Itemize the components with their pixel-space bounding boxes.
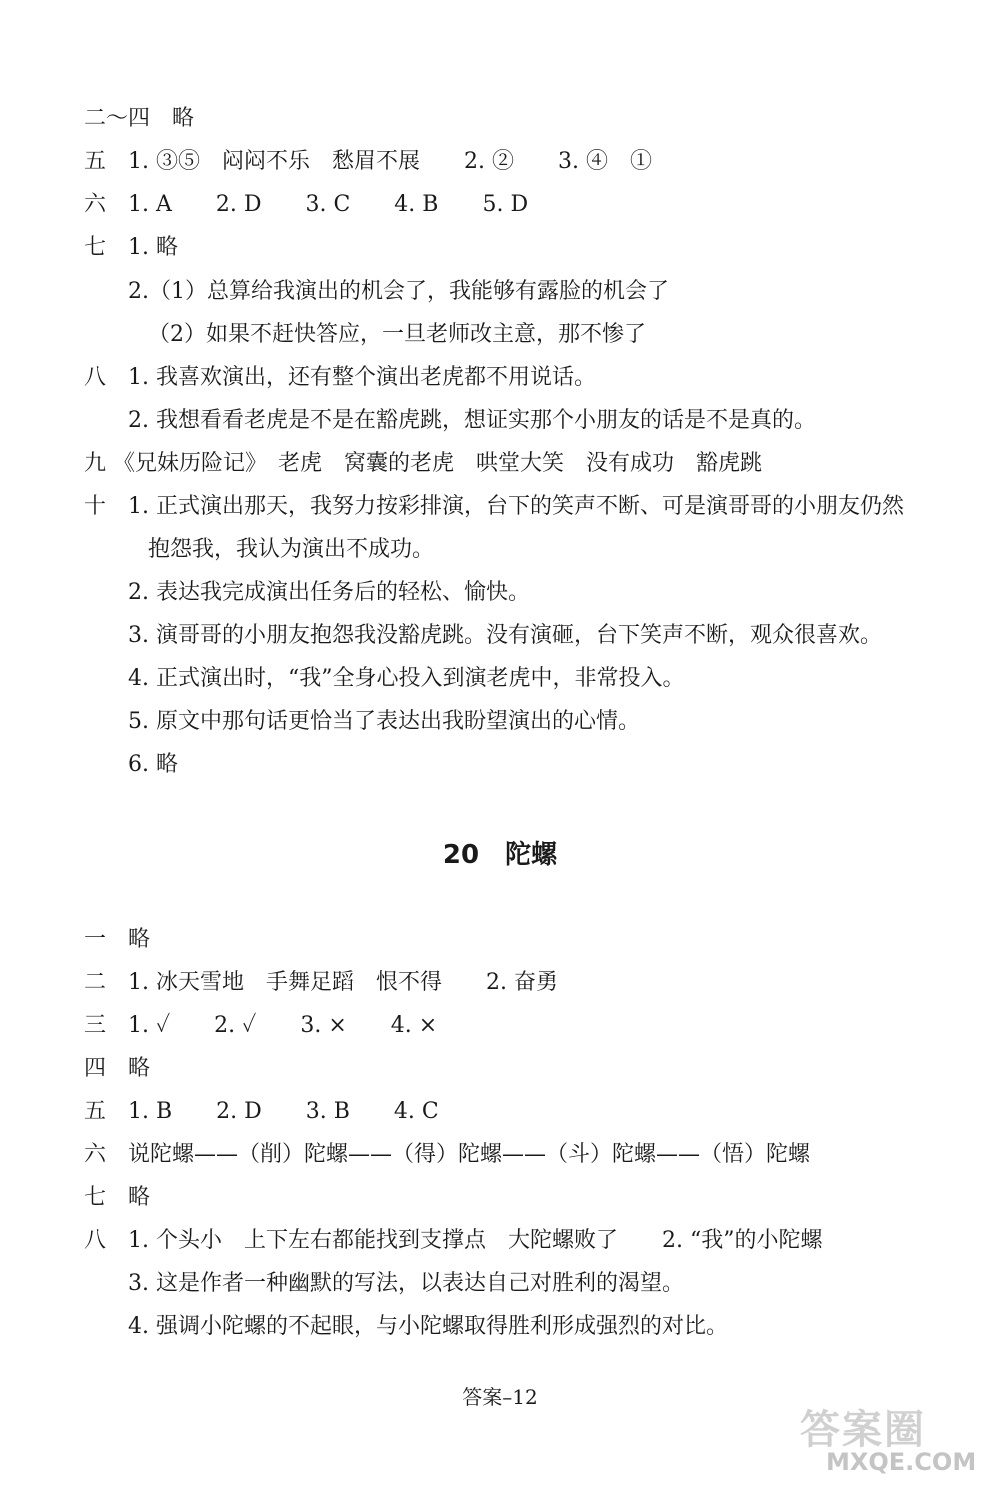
answer-line: 3. 这是作者一种幽默的写法，以表达自己对胜利的渴望。 — [128, 1271, 684, 1296]
answer-line: 4. 强调小陀螺的不起眼，与小陀螺取得胜利形成强烈的对比。 — [128, 1314, 728, 1339]
section-title: 20 陀螺 — [442, 840, 558, 870]
answer-line: 十 1. 正式演出那天，我努力按彩排演，台下的笑声不断、可是演哥哥的小朋友仍然 — [84, 494, 904, 519]
answer-line: 一 略 — [84, 927, 151, 952]
page-number: 答案–12 — [462, 1385, 538, 1409]
watermark-text: 答案圈 — [800, 1407, 926, 1453]
answer-line: 五 1. B 2. D 3. B 4. C — [84, 1099, 439, 1124]
watermark-logo — [790, 1398, 990, 1476]
answer-line: 6. 略 — [128, 752, 178, 777]
answer-line: 九 《兄妹历险记》 老虎 窝囊的老虎 哄堂大笑 没有成功 豁虎跳 — [84, 451, 762, 476]
answer-line: 2. 表达我完成演出任务后的轻松、愉快。 — [128, 580, 530, 605]
answer-line: 二～四 略 — [84, 106, 195, 131]
answer-line: 4. 正式演出时，“我”全身心投入到演老虎中，非常投入。 — [128, 666, 685, 691]
answer-line: 5. 原文中那句话更恰当了表达出我盼望演出的心情。 — [128, 709, 640, 734]
answer-line: 抱怨我，我认为演出不成功。 — [148, 537, 435, 562]
answer-line: 三 1. ✓ 2. ✓ 3. × 4. × — [84, 1013, 438, 1038]
answer-line: 六 1. A 2. D 3. C 4. B 5. D — [84, 192, 529, 217]
answer-line: 八 1. 个头小 上下左右都能找到支撑点 大陀螺败了 2. “我”的小陀螺 — [84, 1228, 823, 1253]
answer-line: 2.（1）总算给我演出的机会了，我能够有露脸的机会了 — [128, 279, 669, 304]
answer-line: 五 1. ③⑤ 闷闷不乐 愁眉不展 2. ② 3. ④ ① — [84, 149, 652, 174]
answer-line: 二 1. 冰天雪地 手舞足蹈 恨不得 2. 奋勇 — [84, 970, 558, 995]
answer-line: 七 略 — [84, 1185, 151, 1210]
answer-line: （2）如果不赶快答应，一旦老师改主意，那不惨了 — [148, 322, 646, 347]
answer-line: 八 1. 我喜欢演出，还有整个演出老虎都不用说话。 — [84, 365, 596, 390]
answer-line: 六 说陀螺——（削）陀螺——（得）陀螺——（斗）陀螺——（悟）陀螺 — [84, 1142, 811, 1167]
answer-line: 七 1. 略 — [84, 235, 178, 260]
answer-line: 四 略 — [84, 1056, 151, 1081]
watermark-url: MXQE.COM — [826, 1448, 977, 1476]
answer-line: 3. 演哥哥的小朋友抱怨我没豁虎跳。没有演砸，台下笑声不断，观众很喜欢。 — [128, 623, 882, 648]
answer-line: 2. 我想看看老虎是不是在豁虎跳，想证实那个小朋友的话是不是真的。 — [128, 408, 816, 433]
